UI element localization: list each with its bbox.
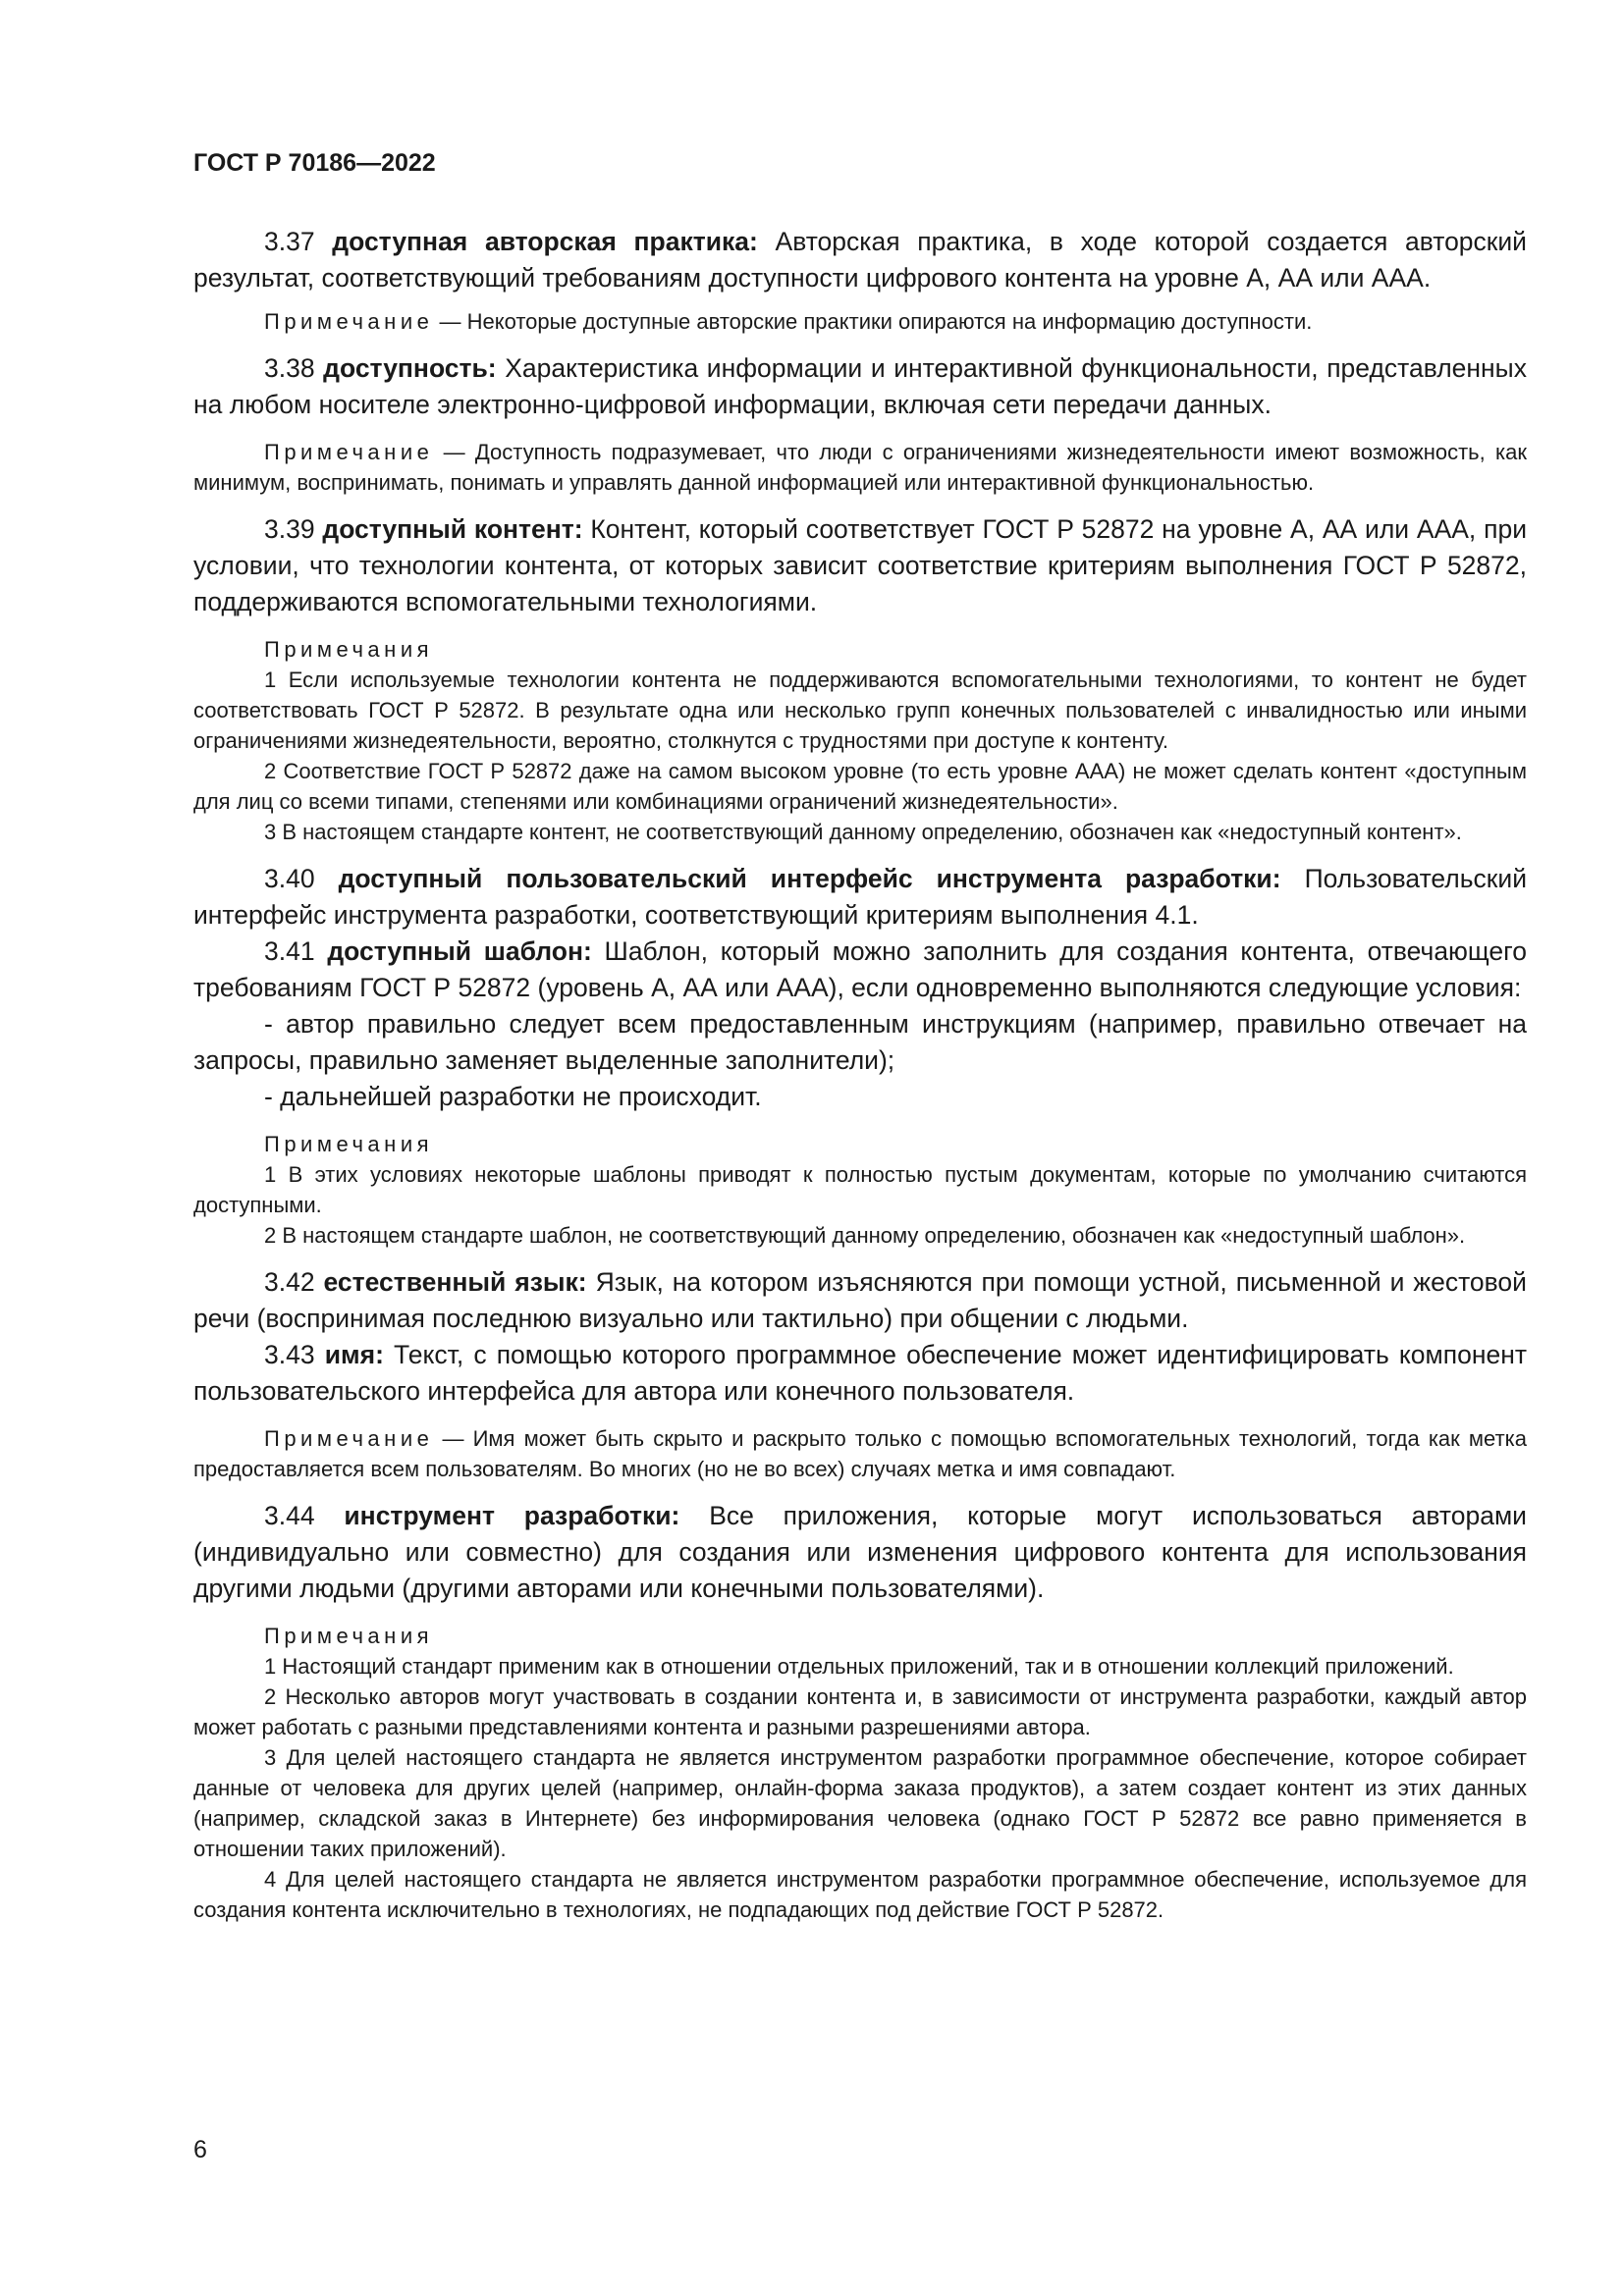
note-item: 2 Несколько авторов могут участвовать в создании контента и, в зависимости от инструмента разработки, каждый автор может работать с разными представлениями контента и разными разрешениями автора. [193,1684,1527,1739]
note-item: 1 В этих условиях некоторые шаблоны приводят к полностью пустым документам, которые по умолчанию считаются доступными. [193,1162,1527,1217]
definition-3-41 [193,934,1527,1006]
term: доступный пользовательский интерфейс инструмента разработки: [338,864,1281,893]
bullet-item: - дальнейшей разработки не происходит. [264,1082,762,1111]
definition-3-39 [193,511,1527,620]
note-3-43 [193,1423,1527,1484]
definition-text: Шаблон, который можно заполнить для создания контента, отвечающего требованиям ГОСТ Р 52872 (уровень А, АА или ААА), если одновременно выполняются следующие условия: [193,936,1527,1002]
document-body [193,224,1527,1925]
definition-text: Авторская практика, в ходе которой создается авторский результат, соответствующий требованиям доступности цифрового контента на уровне А, АА или ААА. [193,227,1527,293]
definition-text: Характеристика информации и интерактивной функциональности, представленных на любом носителе электронно-цифровой информации, включая сети передачи данных. [193,353,1527,419]
clause-number: 3.38 [264,353,315,383]
definition-text: Текст, с помощью которого программное обеспечение может идентифицировать компонент пользовательского интерфейса для автора или конечного пользователя. [193,1340,1527,1406]
definition-text: Все приложения, которые могут использоваться авторами (индивидуально или совместно) для создания или изменения цифрового контента для использования другими людьми (другими авторами или конечными пользователями). [193,1501,1527,1603]
note-3-38 [193,437,1527,498]
term: имя: [324,1340,384,1369]
notes-heading: Примечания [264,637,434,662]
note-item: 1 Если используемые технологии контента не поддерживаются вспомогательными технологиями, то контент не будет соответствовать ГОСТ Р 52872. В результате одна или несколько групп конечных пользователей с инвалидностью или иными ограничениями жизнедеятельности, вероятно, столкнутся с трудностями при доступе к контенту. [193,667,1527,753]
note-3-37 [193,306,1527,337]
note-text: — Имя может быть скрыто и раскрыто только с помощью вспомогательных технологий, тогда как метка предоставляется всем пользователям. Во многих (но не во всех) случаях метка и имя совпадают. [193,1426,1527,1481]
note-item: 3 В настоящем стандарте контент, не соответствующий данному определению, обозначен как «недоступный контент». [264,820,1462,844]
note-item: 3 Для целей настоящего стандарта не является инструментом разработки программное обеспечение, которое собирает данные от человека для других целей (например, онлайн-форма заказа продуктов), а затем создает контент из этих данных (например, складской заказ в Интернете) без информирования человека (однако ГОСТ Р 52872 все равно применяется в отношении таких приложений). [193,1745,1527,1861]
definition-text: Язык, на котором изъясняются при помощи устной, письменной и жестовой речи (воспринимая последнюю визуально или тактильно) при общении с людьми. [193,1267,1527,1333]
note-text: — Доступность подразумевает, что люди с ограничениями жизнедеятельности имеют возможность, как минимум, воспринимать, понимать и управлять данной информацией или интерактивной функциональностью. [193,440,1527,495]
note-item: 1 Настоящий стандарт применим как в отношении отдельных приложений, так и в отношении коллекций приложений. [264,1654,1454,1679]
note-item: 4 Для целей настоящего стандарта не является инструментом разработки программное обеспечение, используемое для создания контента исключительно в технологиях, не подпадающих под действие ГОСТ Р 52872. [193,1867,1527,1922]
definition-3-40 [193,861,1527,934]
clause-number: 3.41 [264,936,315,966]
note-item: 2 Соответствие ГОСТ Р 52872 даже на самом высоком уровне (то есть уровне ААА) не может сделать контент «доступным для лиц со всеми типами, степенями или комбинациями ограничений жизнедеятельности». [193,759,1527,814]
term: естественный язык: [323,1267,587,1297]
definition-3-42 [193,1264,1527,1337]
note-text: — Некоторые доступные авторские практики опираются на информацию доступности. [433,309,1313,334]
term: доступность: [323,353,497,383]
bullet-item: - автор правильно следует всем предоставленным инструкциям (например, правильно отвечает на запросы, правильно заменяет выделенные заполнители); [193,1009,1527,1075]
notes-heading: Примечания [264,1132,434,1156]
clause-number: 3.37 [264,227,315,256]
note-item: 2 В настоящем стандарте шаблон, не соответствующий данному определению, обозначен как «недоступный шаблон». [264,1223,1466,1248]
definition-3-43 [193,1337,1527,1410]
definition-text: Контент, который соответствует ГОСТ Р 52872 на уровне А, АА или ААА, при условии, что технологии контента, от которых зависит соответствие критериям выполнения ГОСТ Р 52872, поддерживаются вспомогательными технологиями. [193,514,1527,616]
term: доступная авторская практика: [332,227,758,256]
term: доступный шаблон: [327,936,592,966]
term: инструмент разработки: [344,1501,680,1530]
term: доступный контент: [322,514,583,544]
document-header: ГОСТ Р 70186—2022 [193,149,436,177]
clause-number: 3.42 [264,1267,315,1297]
definition-3-37 [193,224,1527,296]
definition-3-44 [193,1498,1527,1607]
definition-text: Пользовательский интерфейс инструмента разработки, соответствующий критериям выполнения 4.1. [193,864,1528,930]
note-label: Примечание [264,440,434,464]
notes-heading: Примечания [264,1624,434,1648]
definition-3-38 [193,350,1527,423]
note-label: Примечание [264,309,434,334]
clause-number: 3.40 [264,864,315,893]
clause-number: 3.39 [264,514,315,544]
note-label: Примечание [264,1426,434,1451]
clause-number: 3.44 [264,1501,315,1530]
page-number: 6 [193,2136,207,2163]
clause-number: 3.43 [264,1340,315,1369]
